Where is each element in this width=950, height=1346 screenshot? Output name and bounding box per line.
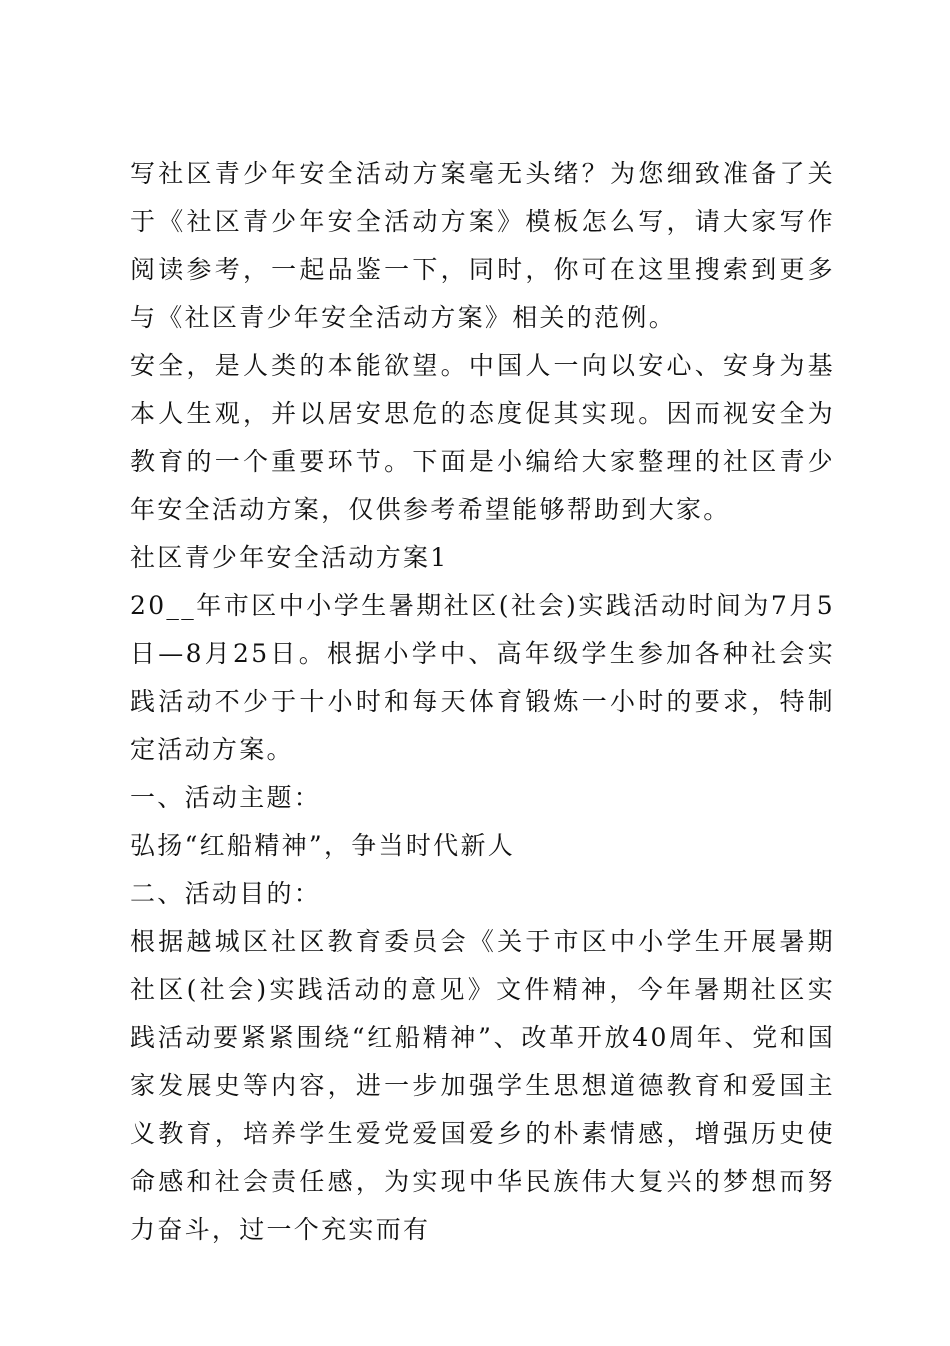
document-body: [130, 150, 835, 1254]
theme-text: 弘扬“红船精神”，争当时代新人: [130, 831, 516, 860]
safety-paragraph: 安全，是人类的本能欲望。中国人一向以安心、安身为基本人生观，并以居安思危的态度促其实现。因而视安全为教育的一个重要环节。下面是小编给大家整理的社区青少年安全活动方案，仅供参考希望能够帮助到大家。: [130, 351, 835, 524]
section-heading-theme: 一、活动主题：: [130, 783, 322, 812]
section-heading-purpose: 二、活动目的：: [130, 879, 322, 908]
purpose-paragraph: 根据越城区社区教育委员会《关于市区中小学生开展暑期社区(社会)实践活动的意见》文件精神，今年暑期社区实践活动要紧紧围绕“红船精神”、改革开放40周年、党和国家发展史等内容，进一步加强学生思想道德教育和爱国主义教育，培养学生爱党爱国爱乡的朴素情感，增强历史使命感和社会责任感，为实现中华民族伟大复兴的梦想而努力奋斗，过一个充实而有: [130, 927, 835, 1244]
plan-title: 社区青少年安全活动方案1: [130, 543, 449, 572]
schedule-paragraph: 20__年市区中小学生暑期社区(社会)实践活动时间为7月5日—8月25日。根据小学中、高年级学生参加各种社会实践活动不少于十小时和每天体育锻炼一小时的要求，特制定活动方案。: [130, 591, 835, 764]
intro-paragraph: 写社区青少年安全活动方案毫无头绪？为您细致准备了关于《社区青少年安全活动方案》模板怎么写，请大家写作阅读参考，一起品鉴一下，同时，你可在这里搜索到更多与《社区青少年安全活动方案》相关的范例。: [130, 159, 835, 332]
